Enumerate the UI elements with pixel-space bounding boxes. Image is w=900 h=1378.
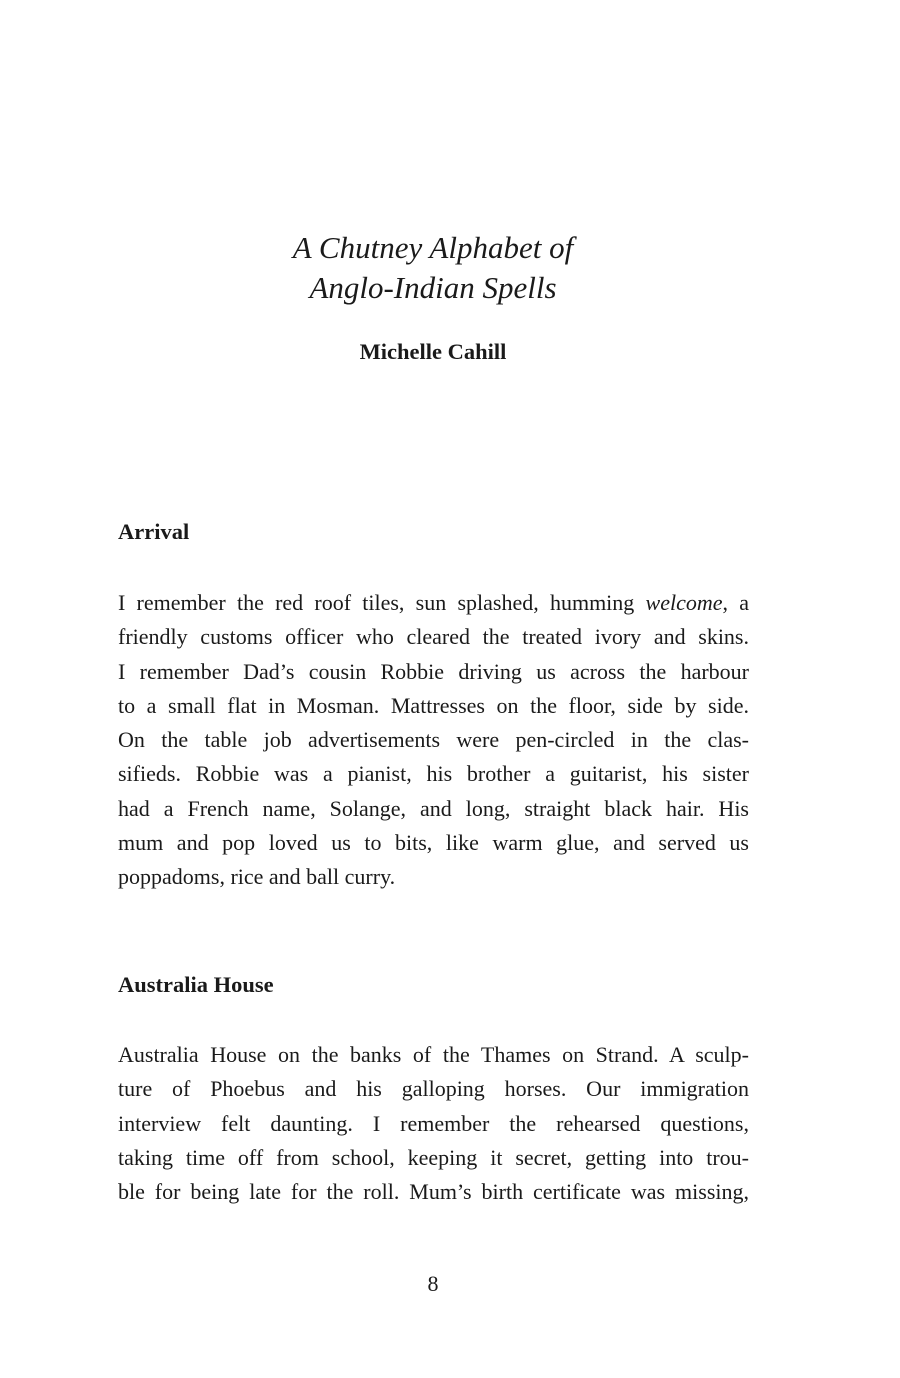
- chapter-title-line-2: Anglo-Indian Spells: [309, 270, 557, 305]
- author-name: Michelle Cahill: [359, 339, 507, 364]
- text-line: ture of Phoebus and his galloping horses. Our immigration: [118, 1076, 749, 1102]
- text-line: Australia House on the banks of the Thames on Strand. A sculp-: [118, 1042, 749, 1067]
- text-line-start: I remember the red roof tiles, sun splashed, humming: [118, 590, 646, 615]
- text-line: On the table job advertisements were pen-circled in the clas-: [118, 727, 749, 753]
- section-heading-australia-house: Australia House: [118, 972, 274, 997]
- emphasis-welcome: welcome: [645, 590, 723, 615]
- text-line: to a small flat in Mosman. Mattresses on the floor, side by side.: [118, 692, 749, 718]
- paragraph-arrival: [118, 586, 749, 895]
- text-line: interview felt daunting. I remember the rehearsed questions,: [118, 1110, 749, 1136]
- chapter-title: [0, 228, 866, 308]
- text-line: had a French name, Solange, and long, straight black hair. His: [118, 795, 749, 821]
- text-line-end: , a: [722, 590, 749, 615]
- text-line: friendly customs officer who cleared the treated ivory and skins.: [118, 624, 749, 650]
- page-number: 8: [427, 1271, 439, 1296]
- chapter-title-line-1: A Chutney Alphabet of: [292, 230, 574, 265]
- paragraph-australia-house: [118, 1038, 749, 1209]
- text-line: I remember Dad’s cousin Robbie driving us across the harbour: [118, 658, 749, 684]
- text-line: [118, 586, 749, 620]
- text-line: taking time off from school, keeping it secret, getting into trou-: [118, 1144, 749, 1170]
- text-line: sifieds. Robbie was a pianist, his brother a guitarist, his sister: [118, 761, 749, 787]
- text-line: poppadoms, rice and ball curry.: [118, 864, 396, 890]
- section-heading-arrival: Arrival: [118, 519, 190, 544]
- text-line: mum and pop loved us to bits, like warm glue, and served us: [118, 830, 749, 856]
- text-line: ble for being late for the roll. Mum’s birth certificate was missing,: [118, 1179, 749, 1205]
